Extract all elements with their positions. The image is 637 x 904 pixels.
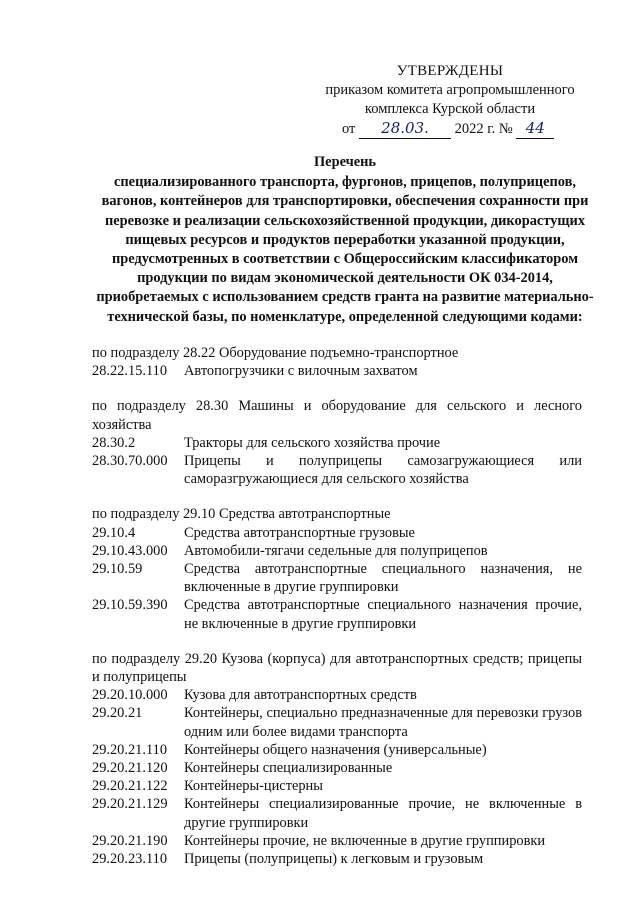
code-row <box>92 362 582 380</box>
title-heading: Перечень <box>313 154 377 170</box>
item-code: 29.10.59.390 <box>92 597 168 614</box>
code-row <box>92 686 582 704</box>
code-row <box>92 542 582 560</box>
subsection-block <box>92 650 582 868</box>
code-row <box>92 596 582 632</box>
subsection-heading: по подразделу 28.22 Оборудование подъемно-транспортное <box>92 345 459 361</box>
code-row <box>92 850 582 868</box>
item-name: Прицепы и полуприцепы самозагружающиеся или саморазгружающиеся для сельского хозяйства <box>184 453 582 488</box>
subsection-block <box>92 344 582 380</box>
item-name: Контейнеры прочие, не включенные в другие группировки <box>184 832 546 849</box>
item-code: 29.20.21.190 <box>92 832 168 849</box>
item-code: 28.22.15.110 <box>92 363 168 380</box>
subsection-block <box>92 397 582 488</box>
item-name: Средства автотранспортные специального назначения, не включенные в другие группировки <box>184 561 582 596</box>
subsection-heading: по подразделу 29.10 Средства автотранспортные <box>92 506 391 523</box>
item-name: Контейнеры специализированные прочие, не включенные в другие группировки <box>184 796 582 831</box>
item-code: 28.30.70.000 <box>92 453 168 470</box>
item-code: 29.20.21.122 <box>92 778 168 795</box>
code-row <box>92 524 582 542</box>
item-name: Средства автотранспортные специального назначения прочие, не включенные в другие группировки <box>184 597 582 632</box>
document-title <box>90 153 600 327</box>
code-row <box>92 704 582 740</box>
item-name: Контейнеры общего назначения (универсальные) <box>184 741 487 758</box>
item-name: Тракторы для сельского хозяйства прочие <box>184 434 441 451</box>
item-code: 29.10.43.000 <box>92 542 168 559</box>
item-name: Автопогрузчики с вилочным захватом <box>184 363 418 380</box>
item-code: 29.20.21.110 <box>92 741 168 758</box>
item-name: Автомобили-тягачи седельные для полуприцепов <box>184 542 488 559</box>
year-text: 2022 г. № <box>454 121 513 137</box>
handwritten-order-number: 44 <box>516 119 554 139</box>
subsection-block <box>92 505 582 632</box>
code-row <box>92 795 582 831</box>
date-prefix: от <box>342 121 356 137</box>
approval-date-line <box>300 119 600 139</box>
document-content <box>92 344 582 885</box>
code-row <box>92 832 582 850</box>
code-row <box>92 434 582 452</box>
item-name: Прицепы (полуприцепы) к легковым и грузовым <box>184 851 484 868</box>
item-name: Средства автотранспортные грузовые <box>184 524 415 541</box>
item-code: 29.20.23.110 <box>92 851 168 868</box>
item-code: 29.20.21 <box>92 705 143 722</box>
item-code: 29.20.21.129 <box>92 796 168 813</box>
item-code: 28.30.2 <box>92 434 136 451</box>
subsection-heading: по подразделу 29.20 Кузова (корпуса) для автотранспортных средств; прицепы и полуприцепы <box>92 650 582 686</box>
code-row <box>92 777 582 795</box>
code-row <box>92 741 582 759</box>
approval-line-1: приказом комитета агропромышленного <box>325 82 575 98</box>
code-row <box>92 452 582 488</box>
item-code: 29.10.59 <box>92 561 143 578</box>
handwritten-date: 28.03. <box>359 119 451 139</box>
approval-block <box>300 62 600 139</box>
item-name: Кузова для автотранспортных средств <box>184 687 417 704</box>
item-code: 29.20.10.000 <box>92 687 168 704</box>
subsection-heading: по подразделу 28.30 Машины и оборудование для сельского и лесного хозяйства <box>92 398 582 433</box>
item-code: 29.20.21.120 <box>92 760 168 777</box>
approval-line-2: комплекса Курской области <box>364 101 536 117</box>
item-name: Контейнеры-цистерны <box>184 778 323 795</box>
title-body: специализированного транспорта, фургонов, прицепов, полуприцепов, вагонов, контейнеров для транспортировки, обеспечения сохранности при перевозке и реализации сельскохозяйственной продукции, дикорастущих пищевых ресурсов и продуктов переработки указанной продукции, предусмотренных в соответствии с Общероссийским классификатором продукции по видам экономической деятельности ОК 034-2014, приобретаемых с использованием средств гранта на развитие материально-технической базы, по номенклатуре, определенной следующими кодами: <box>96 174 594 325</box>
code-row <box>92 560 582 596</box>
item-name: Контейнеры, специально предназначенные для перевозки грузов одним или более видами транспорта <box>184 705 582 740</box>
approval-label: УТВЕРЖДЕНЫ <box>396 63 504 79</box>
code-row <box>92 759 582 777</box>
item-code: 29.10.4 <box>92 524 136 541</box>
item-name: Контейнеры специализированные <box>184 760 393 777</box>
